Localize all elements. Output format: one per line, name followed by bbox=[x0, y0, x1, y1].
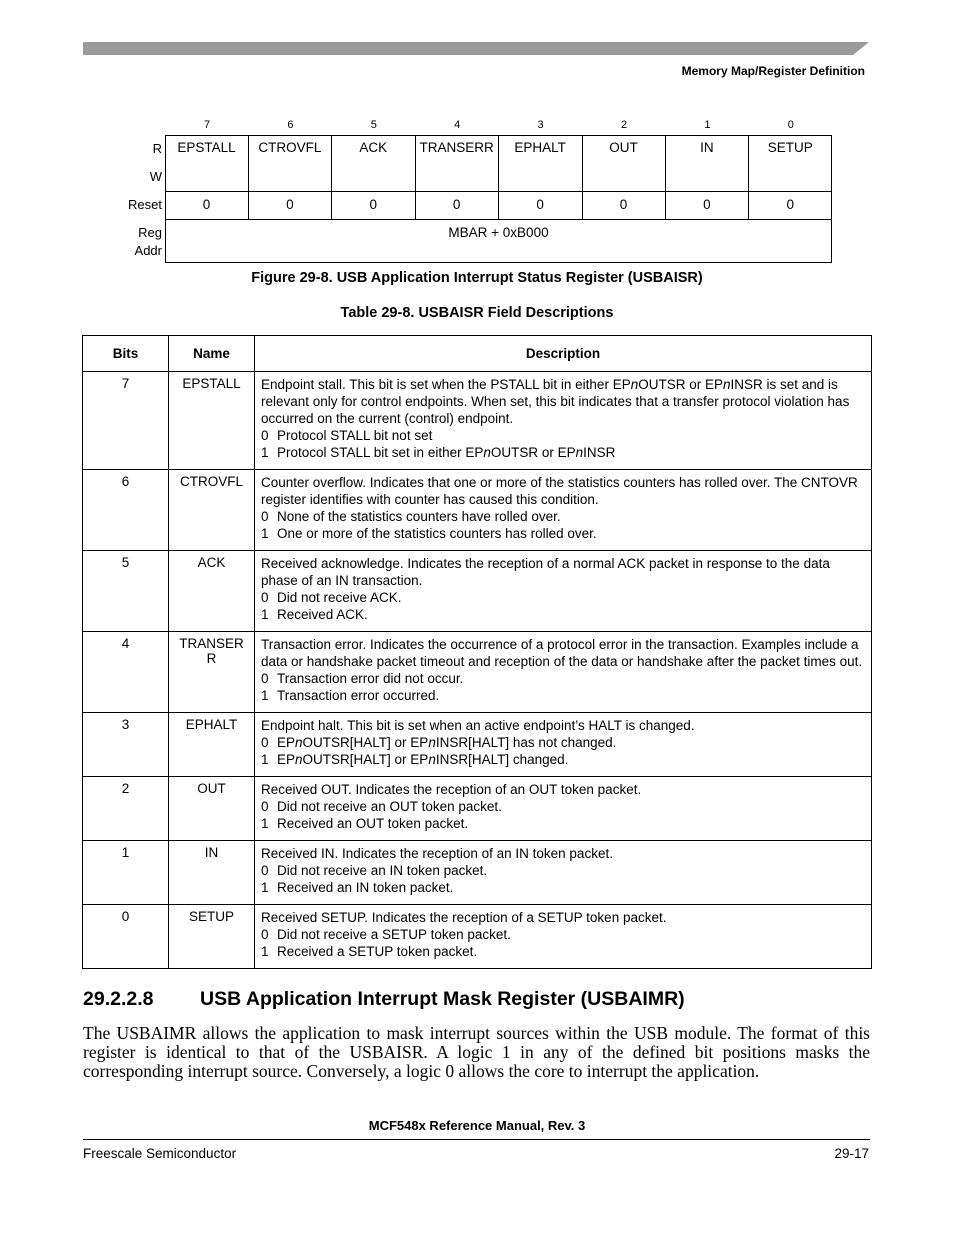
section-heading bbox=[83, 988, 685, 1011]
reset-value: 0 bbox=[665, 191, 749, 219]
bit-number: 1 bbox=[704, 119, 711, 131]
cell-description bbox=[255, 551, 872, 632]
value-code: 1 bbox=[261, 445, 269, 460]
value-meaning: Did not receive ACK. bbox=[277, 590, 402, 605]
footer-company: Freescale Semiconductor bbox=[83, 1146, 237, 1161]
table-row bbox=[83, 777, 872, 841]
row-label-reset: Reset bbox=[128, 197, 162, 212]
cell-name: SETUP bbox=[169, 905, 255, 969]
table-row bbox=[83, 632, 872, 713]
cell-bits: 2 bbox=[83, 777, 169, 841]
header-bar bbox=[83, 42, 869, 55]
cell-bits: 7 bbox=[83, 372, 169, 470]
value-line bbox=[261, 508, 865, 525]
value-meaning: Transaction error did not occur. bbox=[277, 671, 464, 686]
header-name: Name bbox=[169, 336, 255, 372]
cell-description bbox=[255, 713, 872, 777]
value-code: 1 bbox=[261, 752, 269, 767]
cell-bits: 5 bbox=[83, 551, 169, 632]
cell-description bbox=[255, 632, 872, 713]
reset-value: 0 bbox=[248, 191, 332, 219]
reset-value: 0 bbox=[499, 191, 583, 219]
section-number: 29.2.2.8 bbox=[83, 988, 154, 1010]
value-meaning: EPnOUTSR[HALT] or EPnINSR[HALT] changed. bbox=[277, 752, 569, 767]
value-meaning: Received an OUT token packet. bbox=[277, 816, 469, 831]
field-description-table bbox=[82, 335, 872, 969]
description-text: Endpoint halt. This bit is set when an active endpoint’s HALT is changed. bbox=[261, 718, 695, 733]
value-meaning: Transaction error occurred. bbox=[277, 688, 440, 703]
value-code: 1 bbox=[261, 607, 269, 622]
description-text: Received acknowledge. Indicates the reception of a normal ACK packet in response to the data phase of an IN transaction. bbox=[261, 556, 830, 588]
value-line bbox=[261, 687, 865, 704]
table-row bbox=[83, 905, 872, 969]
value-line bbox=[261, 525, 865, 542]
cell-description bbox=[255, 470, 872, 551]
table-caption: Table 29-8. USBAISR Field Descriptions bbox=[340, 305, 614, 321]
table-row bbox=[83, 841, 872, 905]
reset-value: 0 bbox=[332, 191, 416, 219]
body-paragraph: The USBAIMR allows the application to mask interrupt sources within the USB module. The format of this register is identical to that of the USBAISR. A logic 1 in any of the defined bit positions masks the corresponding interrupt source. Conversely, a logic 0 allows the core to interrupt the application. bbox=[83, 1023, 870, 1081]
register-field: ACK bbox=[332, 135, 416, 191]
cell-description bbox=[255, 777, 872, 841]
value-meaning: Did not receive an IN token packet. bbox=[277, 863, 488, 878]
reset-value: 0 bbox=[165, 191, 249, 219]
row-label-addr: Addr bbox=[134, 243, 162, 258]
row-label-reg: Reg bbox=[138, 225, 162, 240]
value-code: 0 bbox=[261, 863, 269, 878]
header-description: Description bbox=[255, 336, 872, 372]
value-line bbox=[261, 798, 865, 815]
value-code: 0 bbox=[261, 671, 269, 686]
register-field: OUT bbox=[582, 135, 666, 191]
value-line bbox=[261, 734, 865, 751]
cell-description bbox=[255, 841, 872, 905]
cell-name: OUT bbox=[169, 777, 255, 841]
footer-page-number: 29-17 bbox=[834, 1146, 869, 1161]
cell-bits: 3 bbox=[83, 713, 169, 777]
value-meaning: Received an IN token packet. bbox=[277, 880, 454, 895]
value-line bbox=[261, 606, 865, 623]
cell-name: CTROVFL bbox=[169, 470, 255, 551]
value-meaning: Protocol STALL bit not set bbox=[277, 428, 433, 443]
value-meaning: Did not receive a SETUP token packet. bbox=[277, 927, 511, 942]
value-meaning: Protocol STALL bit set in either EPnOUTSR or EPnINSR bbox=[277, 445, 616, 460]
value-code: 1 bbox=[261, 944, 269, 959]
value-code: 1 bbox=[261, 816, 269, 831]
cell-name: ACK bbox=[169, 551, 255, 632]
bit-number: 7 bbox=[203, 119, 211, 131]
bit-number: 4 bbox=[454, 119, 461, 131]
reset-value: 0 bbox=[749, 191, 832, 219]
register-field: EPSTALL bbox=[165, 135, 249, 191]
value-code: 0 bbox=[261, 799, 269, 814]
value-code: 1 bbox=[261, 688, 269, 703]
value-code: 0 bbox=[261, 428, 269, 443]
register-field: CTROVFL bbox=[248, 135, 332, 191]
cell-bits: 6 bbox=[83, 470, 169, 551]
bit-number: 0 bbox=[787, 119, 794, 131]
bit-number: 6 bbox=[287, 119, 294, 131]
cell-name: EPSTALL bbox=[169, 372, 255, 470]
register-address: MBAR + 0xB000 bbox=[165, 219, 832, 263]
value-line bbox=[261, 427, 865, 444]
value-meaning: One or more of the statistics counters has rolled over. bbox=[277, 526, 597, 541]
bit-number: 3 bbox=[537, 119, 544, 131]
description-text: Endpoint stall. This bit is set when the PSTALL bit in either EPnOUTSR or EPnINSR is set and is relevant only for control endpoints. When set, this bit indicates that a transfer protocol violation has occurred on the current (control) endpoint. bbox=[261, 377, 850, 426]
description-text: Received OUT. Indicates the reception of an OUT token packet. bbox=[261, 782, 642, 797]
value-line bbox=[261, 879, 865, 896]
description-text: Received SETUP. Indicates the reception of a SETUP token packet. bbox=[261, 910, 667, 925]
register-field: TRANSERR bbox=[415, 135, 499, 191]
value-line bbox=[261, 444, 865, 461]
value-meaning: None of the statistics counters have rolled over. bbox=[277, 509, 561, 524]
header-bits: Bits bbox=[83, 336, 169, 372]
reset-value: 0 bbox=[415, 191, 499, 219]
header-section-title: Memory Map/Register Definition bbox=[681, 64, 865, 78]
bit-number: 5 bbox=[370, 119, 377, 131]
cell-bits: 1 bbox=[83, 841, 169, 905]
value-code: 0 bbox=[261, 927, 269, 942]
value-line bbox=[261, 589, 865, 606]
register-field: EPHALT bbox=[499, 135, 583, 191]
value-meaning: EPnOUTSR[HALT] or EPnINSR[HALT] has not changed. bbox=[277, 735, 617, 750]
value-code: 0 bbox=[261, 590, 269, 605]
table-row bbox=[83, 470, 872, 551]
footer-manual-title: MCF548x Reference Manual, Rev. 3 bbox=[368, 1118, 586, 1133]
value-line bbox=[261, 862, 865, 879]
description-text: Received IN. Indicates the reception of an IN token packet. bbox=[261, 846, 613, 861]
register-field: IN bbox=[665, 135, 749, 191]
cell-name: EPHALT bbox=[169, 713, 255, 777]
value-line bbox=[261, 926, 865, 943]
value-meaning: Did not receive an OUT token packet. bbox=[277, 799, 502, 814]
cell-description bbox=[255, 372, 872, 470]
cell-bits: 4 bbox=[83, 632, 169, 713]
description-text: Counter overflow. Indicates that one or more of the statistics counters has rolled over. The CNTOVR register identifies with counter has caused this condition. bbox=[261, 475, 858, 507]
table-header-row bbox=[83, 336, 872, 372]
description-text: Transaction error. Indicates the occurrence of a protocol error in the transaction. Examples include a data or handshake packet timeout and reception of the data or handshake after the packet times out. bbox=[261, 637, 863, 669]
value-meaning: Received a SETUP token packet. bbox=[277, 944, 478, 959]
table-row bbox=[83, 372, 872, 470]
section-title: USB Application Interrupt Mask Register (USBAIMR) bbox=[200, 988, 685, 1010]
value-line bbox=[261, 943, 865, 960]
value-line bbox=[261, 815, 865, 832]
bit-number: 2 bbox=[620, 119, 628, 131]
row-label-w: W bbox=[149, 169, 162, 184]
table-row bbox=[83, 713, 872, 777]
cell-name: TRANSER R bbox=[169, 632, 255, 713]
value-code: 1 bbox=[261, 880, 269, 895]
value-code: 0 bbox=[261, 735, 269, 750]
table-row bbox=[83, 551, 872, 632]
cell-name: IN bbox=[169, 841, 255, 905]
reset-value: 0 bbox=[582, 191, 666, 219]
footer-rule bbox=[83, 1139, 870, 1140]
value-code: 1 bbox=[261, 526, 269, 541]
value-line bbox=[261, 670, 865, 687]
row-label-r: R bbox=[152, 141, 162, 156]
cell-bits: 0 bbox=[83, 905, 169, 969]
value-meaning: Received ACK. bbox=[277, 607, 368, 622]
value-line bbox=[261, 751, 865, 768]
register-field: SETUP bbox=[767, 140, 813, 155]
figure-caption: Figure 29-8. USB Application Interrupt Status Register (USBAISR) bbox=[251, 270, 703, 286]
cell-description bbox=[255, 905, 872, 969]
value-code: 0 bbox=[261, 509, 269, 524]
